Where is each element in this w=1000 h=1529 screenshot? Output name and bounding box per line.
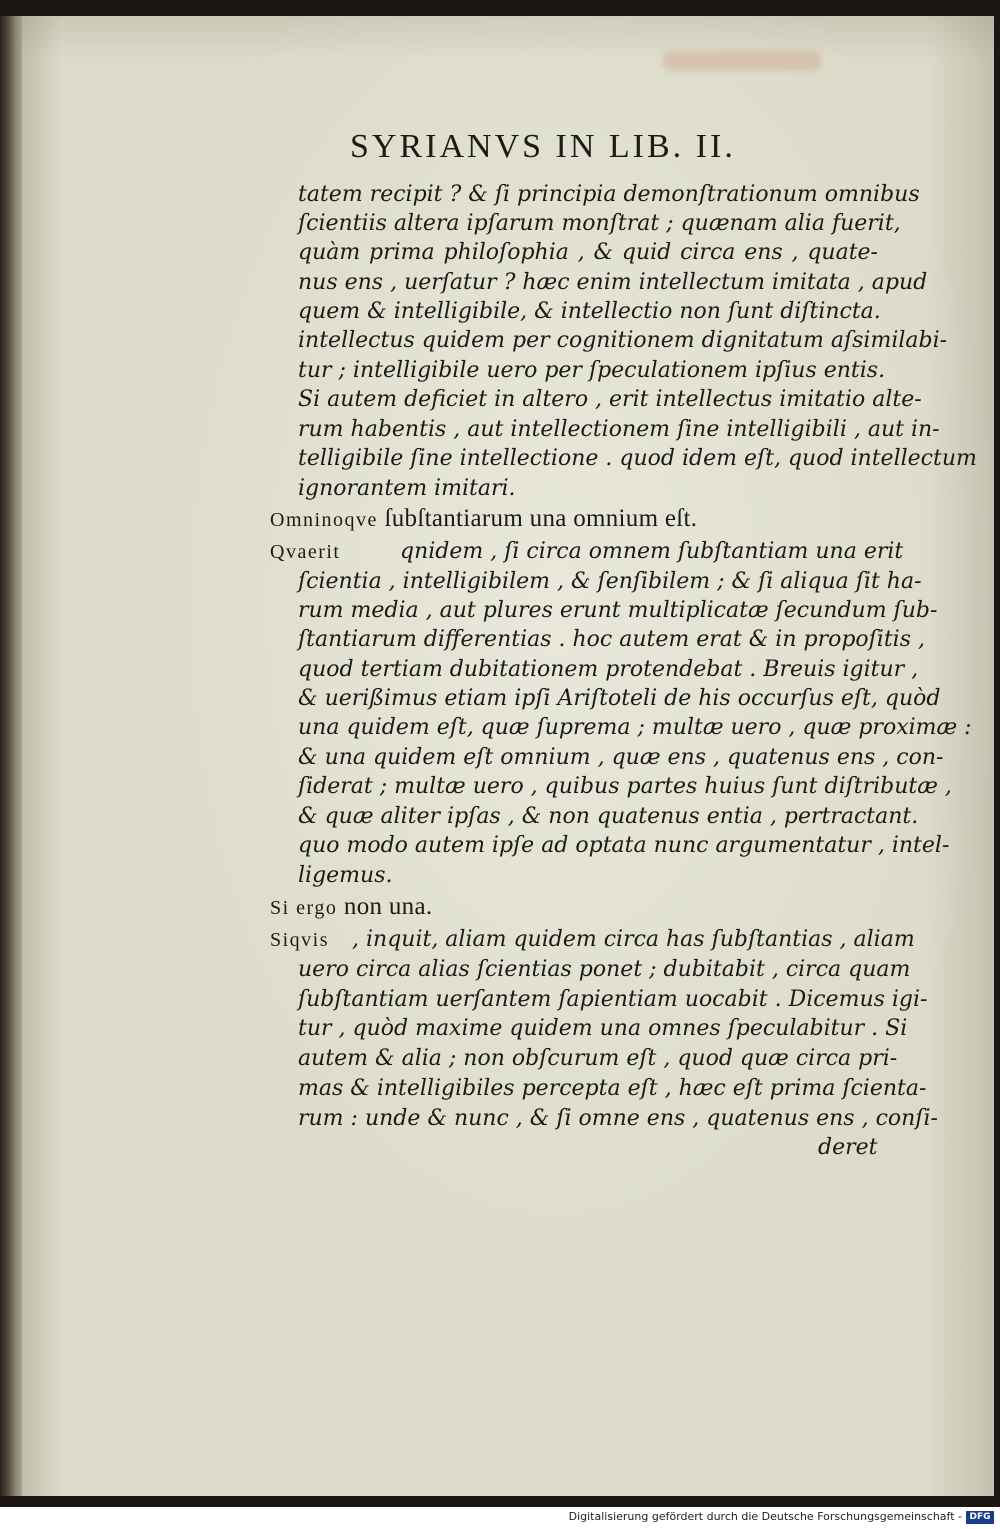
footer-credit-text: Digitalisierung gefördert durch die Deutsche Forschungsgemeinschaft - bbox=[568, 1510, 962, 1523]
comment-1-initial-word: Qvaerit bbox=[270, 541, 341, 563]
comment-1-line-7: una quidem eſt, quæ ſuprema ; multæ uero , quæ proximæ : bbox=[298, 715, 972, 740]
comment-1-line-2: ſcientia , intelligibilem , & ſenſibilem ; & ſi aliqua ſit ha- bbox=[298, 569, 922, 594]
lemma-1-text: ſubſtantiarum una omnium eſt. bbox=[384, 505, 698, 532]
comment-2-line-4: tur , quòd maxime quidem una omnes ſpeculabitur . Si bbox=[298, 1016, 908, 1041]
paragraph-1-line-3: quàm prima philoſophia , & quid circa ens , quate- bbox=[298, 240, 878, 265]
paragraph-1-line-10: telligibile ſine intellectione . quod idem eſt, quod intellectum bbox=[298, 446, 977, 471]
lemma-2-text: non una. bbox=[343, 893, 433, 920]
paragraph-1-line-8: Si autem deficiet in altero , erit intellectus imitatio alte- bbox=[298, 387, 922, 412]
dfg-logo: DFG bbox=[966, 1511, 994, 1524]
paragraph-1-line-9: rum habentis , aut intellectionem ſine intelligibili , aut in- bbox=[298, 417, 940, 442]
comment-1-line-4: ſtantiarum differentias . hoc autem erat & in propoſitis , bbox=[298, 627, 925, 652]
comment-1-line-8: & una quidem eſt omnium , quæ ens , quatenus ens , con- bbox=[298, 745, 944, 770]
digitization-footer bbox=[0, 1507, 1000, 1529]
comment-2-caps bbox=[270, 925, 329, 953]
comment-1-line-3: rum media , aut plures erunt multiplicatæ ſecundum ſub- bbox=[298, 598, 938, 623]
running-head: SYRIANVS IN LIB. II. bbox=[350, 128, 736, 165]
catchword: deret bbox=[818, 1135, 878, 1160]
lemma-2-caps: Si ergo bbox=[270, 897, 338, 919]
paragraph-1-line-2: ſcientiis altera ipſarum monſtrat ; quænam alia fuerit, bbox=[298, 211, 901, 236]
comment-2-line-7: rum : unde & nunc , & ſi omne ens , quatenus ens , conſi- bbox=[298, 1106, 938, 1131]
book-fore-edge bbox=[0, 16, 22, 1496]
comment-2-line-5: autem & alia ; non obſcurum eſt , quod quæ circa pri- bbox=[298, 1046, 898, 1071]
paragraph-1-line-11: ignorantem imitari. bbox=[298, 476, 516, 501]
comment-1-line-6: & uerißimus etiam ipſi Ariſtoteli de his occurſus eſt, quòd bbox=[298, 686, 941, 711]
lemma-1 bbox=[270, 505, 697, 533]
comment-1-line-10: & quæ aliter ipſas , & non quatenus entia , pertractant. bbox=[298, 804, 919, 829]
comment-1-line-5: quod tertiam dubitationem protendebat . Breuis igitur , bbox=[298, 657, 919, 682]
paragraph-1-line-1: tatem recipit ? & ſi principia demonſtrationum omnibus bbox=[298, 182, 920, 207]
lemma-2 bbox=[270, 893, 432, 921]
paragraph-1-line-7: tur ; intelligibile uero per ſpeculationem ipſius entis. bbox=[298, 358, 886, 383]
comment-2-line-6: mas & intelligibiles percepta eſt , hæc eſt prima ſcienta- bbox=[298, 1076, 927, 1101]
comment-2-line-1: , inquit, aliam quidem circa has ſubſtantias , aliam bbox=[352, 927, 915, 952]
comment-1-caps bbox=[270, 537, 340, 565]
comment-1-line-1: qnidem , ſi circa omnem ſubſtantiam una erit bbox=[400, 539, 904, 564]
ink-bleed-stain bbox=[662, 51, 822, 71]
comment-2-initial-word: Siqvis bbox=[270, 929, 330, 951]
comment-2-line-2: uero circa alias ſcientias ponet ; dubitabit , circa quam bbox=[298, 957, 911, 982]
lemma-1-caps: Omninoqve bbox=[270, 509, 378, 531]
paragraph-1-line-5: quem & intelligibile, & intellectio non ſunt diſtincta. bbox=[298, 299, 881, 324]
paragraph-1-line-6: intellectus quidem per cognitionem dignitatum aſsimilabi- bbox=[298, 328, 948, 353]
comment-2-line-3: ſubſtantiam uerſantem ſapientiam uocabit . Dicemus igi- bbox=[298, 987, 928, 1012]
comment-1-line-12: ligemus. bbox=[298, 863, 393, 888]
paragraph-1-line-4: nus ens , uerſatur ? hæc enim intellectum imitata , apud bbox=[298, 270, 928, 295]
comment-1-line-9: ſiderat ; multæ uero , quibus partes huius ſunt diſtributæ , bbox=[298, 774, 952, 799]
comment-1-line-11: quo modo autem ipſe ad optata nunc argumentatur , intel- bbox=[298, 833, 950, 858]
